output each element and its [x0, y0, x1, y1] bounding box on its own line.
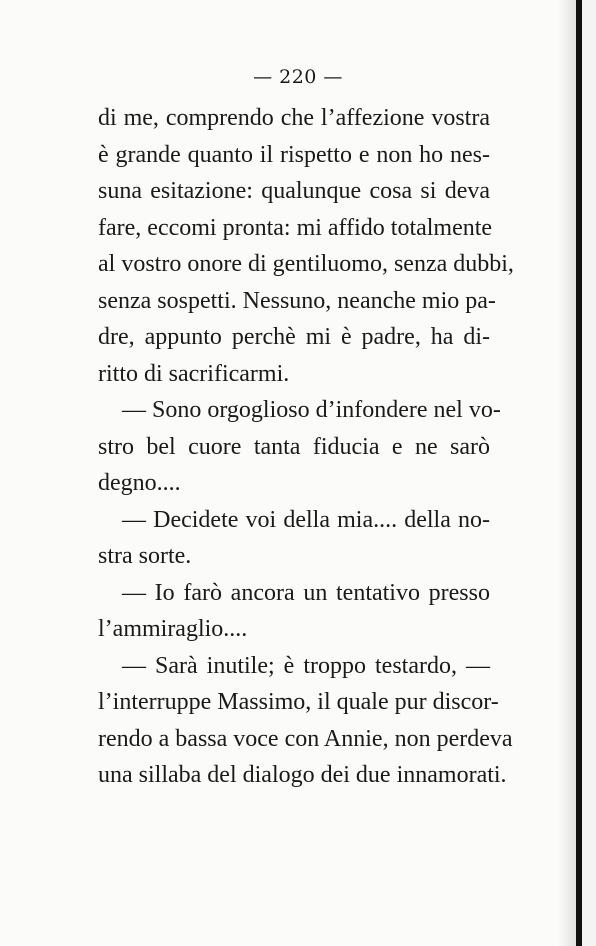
- text-line: stro bel cuore tanta fiducia e ne sarò: [98, 433, 490, 460]
- text-line: di me, comprendo che l’affezione vostra: [98, 105, 490, 131]
- text-line: — Sono orgoglioso d’infondere nel vo-: [122, 397, 501, 423]
- text-line: una sillaba del dialogo dei due innamorati.: [98, 762, 507, 788]
- body-text: [98, 100, 514, 794]
- spine-shadow: [558, 0, 576, 946]
- text-line: rendo a bassa voce con Annie, non perdeva: [98, 725, 513, 752]
- page-edge: [582, 0, 596, 946]
- book-spine: [576, 0, 582, 946]
- text-line: al vostro onore di gentiluomo, senza dubbi,: [98, 251, 514, 277]
- text-line: l’ammiraglio....: [98, 616, 248, 642]
- text-line: — Io farò ancora un tentativo presso: [122, 579, 490, 606]
- page-number: — 220 —: [253, 66, 343, 88]
- text-line: ritto di sacrificarmi.: [98, 360, 290, 387]
- text-line: suna esitazione: qualunque cosa si deva: [98, 178, 490, 204]
- text-line: l’interruppe Massimo, il quale pur discor-: [98, 689, 499, 715]
- text-line: senza sospetti. Nessuno, neanche mio pa-: [98, 287, 496, 314]
- text-line: — Sarà inutile; è troppo testardo, —: [122, 652, 490, 679]
- text-line: — Decidete voi della mia.... della no-: [122, 506, 490, 533]
- text-line: è grande quanto il rispetto e non ho nes-: [98, 141, 490, 168]
- text-line: dre, appunto perchè mi è padre, ha di-: [98, 324, 490, 350]
- text-line: stra sorte.: [98, 543, 192, 569]
- text-line: fare, eccomi pronta: mi affido totalmente: [98, 214, 493, 241]
- text-line: degno....: [98, 470, 181, 496]
